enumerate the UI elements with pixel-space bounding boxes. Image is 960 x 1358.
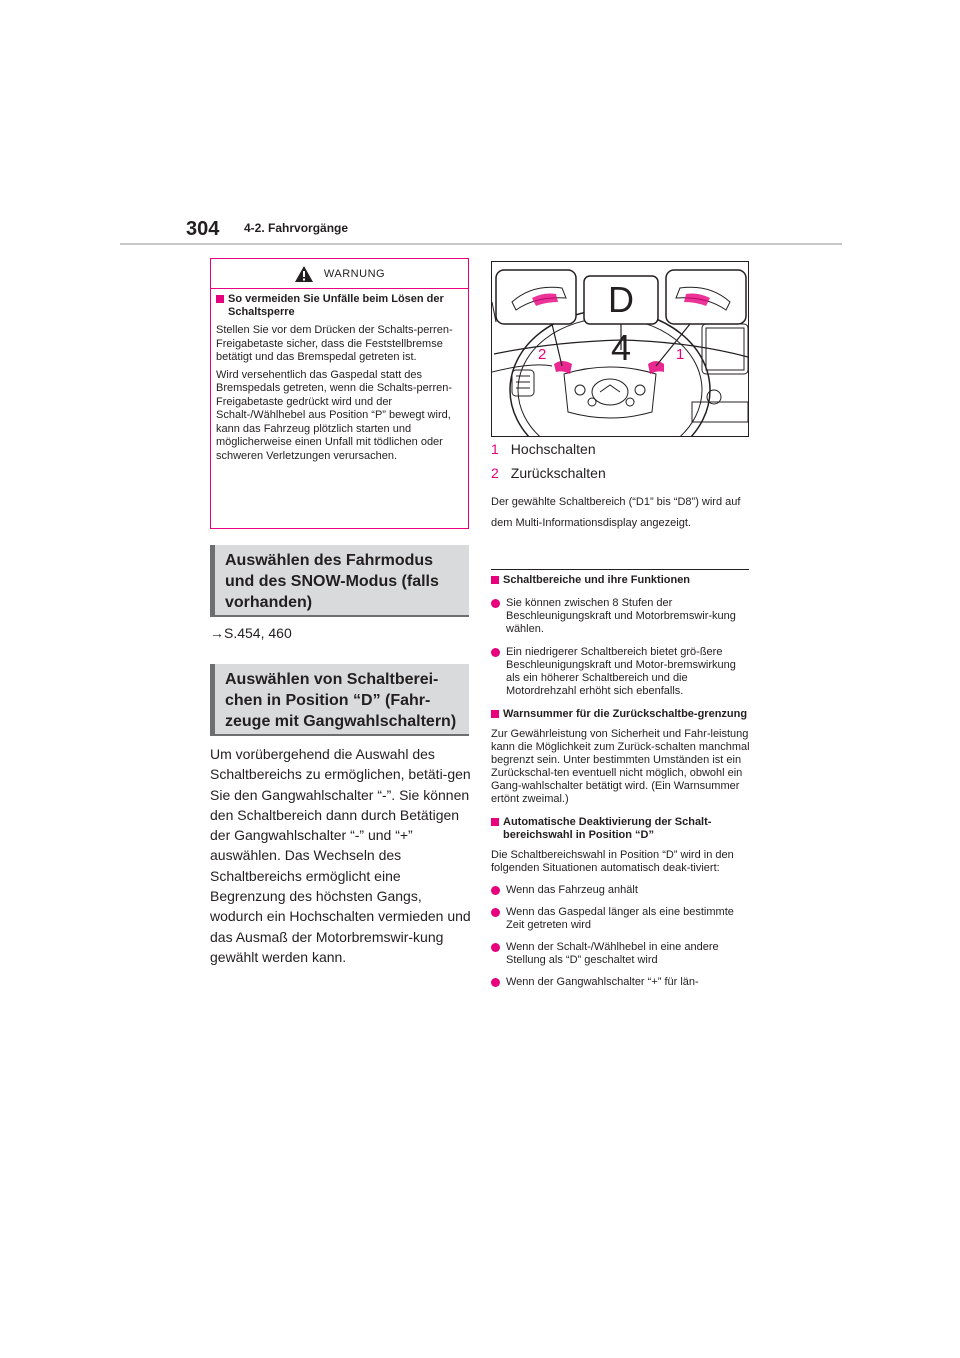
warning-title: WARNUNG xyxy=(323,267,386,280)
list-item-text: Wenn das Fahrzeug anhält xyxy=(506,884,638,896)
info-heading-text: Automatische Deaktivierung der Schalt-bereichswahl in Position “D” xyxy=(503,816,712,841)
list-item xyxy=(491,646,751,698)
square-bullet-icon xyxy=(216,295,224,303)
list-item xyxy=(491,941,751,967)
list-item xyxy=(491,976,751,989)
header-rule xyxy=(120,243,842,245)
square-bullet-icon xyxy=(491,818,499,826)
callout-number: 1 xyxy=(491,441,499,457)
steering-wheel-figure xyxy=(491,261,749,437)
warning-triangle-icon xyxy=(294,265,314,283)
info-heading-warnsummer xyxy=(491,708,751,721)
section-reference: 4-2. Fahrvorgänge xyxy=(244,221,349,235)
list-item xyxy=(491,597,751,636)
warning-header xyxy=(211,259,468,289)
bullet-dot-icon xyxy=(491,908,500,917)
callout-number: 2 xyxy=(491,465,499,481)
warning-heading-text: So vermeiden Sie Unfälle beim Lösen der Schaltsperre xyxy=(228,293,444,318)
info-paragraph: Die Schaltbereichswahl in Position “D” wird in den folgenden Situationen automatisch deak-tiviert: xyxy=(491,849,734,874)
section-heading-fahrmodus: Auswählen des Fahrmodus und des SNOW-Modus (falls vorhanden) xyxy=(210,545,469,617)
schaltbereich-body-text: Um vorübergehend die Auswahl des Schaltbereichs zu ermöglichen, betäti-gen Sie den Gangwahlschalter “-”. Sie können den Schaltbereich dann durch Betätigen der Gangwahlschalter “-” und “+” auswählen. Das Wechseln des Schaltbereichs ermöglicht eine Begrenzung des höchsten Gangs, wodurch ein Hochschalten vermieden und das Ausmaß der Motorbremswir-kung gewählt werden kann. xyxy=(210,746,471,965)
info-heading-auto xyxy=(491,816,751,842)
list-item xyxy=(491,884,751,897)
info-heading-funktionen xyxy=(491,574,751,587)
info-paragraph: Zur Gewährleistung von Sicherheit und Fahr-leistung kann die Möglichkeit zum Zurück-schalten manchmal begrenzt sein. Unter bestimmten Umständen ist ein Zurückschal-ten eventuell nicht möglich, obwohl ein Gang-wahlschalter betätigt wird. (Ein Warnsummer ertönt zweimal.) xyxy=(491,728,750,805)
square-bullet-icon xyxy=(491,576,499,584)
bullet-dot-icon xyxy=(491,943,500,952)
info-heading-text: Warnsummer für die Zurückschaltbe-grenzung xyxy=(503,708,748,720)
figure-marker-1: 1 xyxy=(676,346,685,363)
list-item-text: Wenn der Schalt-/Wählhebel in eine andere Stellung als “D” geschaltet wird xyxy=(506,941,719,966)
callout-label: Hochschalten xyxy=(510,441,596,457)
gear-display-text: D 4 xyxy=(608,279,636,368)
figure-marker-2: 2 xyxy=(538,346,547,363)
warning-box xyxy=(210,258,469,529)
section-heading-schaltbereich: Auswählen von Schaltberei-chen in Position “D” (Fahr-zeuge mit Gangwahlschaltern) xyxy=(210,664,469,736)
bullet-dot-icon xyxy=(491,886,500,895)
info-heading-text: Schaltbereiche und ihre Funktionen xyxy=(503,574,691,586)
list-item xyxy=(491,906,751,932)
callout-item xyxy=(491,441,596,457)
bullet-dot-icon xyxy=(491,648,500,657)
callout-label: Zurückschalten xyxy=(510,465,606,481)
info-column xyxy=(491,574,751,989)
warning-heading xyxy=(216,293,460,319)
bullet-dot-icon xyxy=(491,599,500,608)
callout-item xyxy=(491,465,606,481)
list-item-text: Sie können zwischen 8 Stufen der Beschleunigungskraft und Motorbremswir-kung wählen. xyxy=(506,597,736,635)
square-bullet-icon xyxy=(491,710,499,718)
page-number: 304 xyxy=(186,218,220,240)
figure-note: Der gewählte Schaltbereich (“D1” bis “D8”) wird auf dem Multi-Informationsdisplay angezeigt. xyxy=(491,496,741,529)
list-item-text: Wenn das Gaspedal länger als eine bestimmte Zeit getreten wird xyxy=(506,906,734,931)
warning-paragraph: Stellen Sie vor dem Drücken der Schalts-perren-Freigabetaste sicher, dass die Feststellbremse betätigt und das Bremspedal getreten ist. xyxy=(216,324,453,363)
section-rule xyxy=(491,569,749,570)
warning-paragraph: Wird versehentlich das Gaspedal statt des Bremspedals getreten, wenn die Schalts-perren-Freigabetaste gedrückt wird und der Schalt-/Wählhebel aus Position “P” bewegt wird, kann das Fahrzeug plötzlich starten und möglicherweise einen Unfall mit tödlichen oder schweren Verletzungen verursachen. xyxy=(216,368,453,462)
list-item-text: Ein niedrigerer Schaltbereich bietet grö-ßere Beschleunigungskraft und Motor-bremswirkung als ein höherer Schaltbereich und die Motordrehzahl erhöht sich ebenfalls. xyxy=(506,646,736,697)
warning-body xyxy=(211,289,468,463)
list-item-text: Wenn der Gangwahlschalter “+” für län- xyxy=(506,976,699,988)
bullet-dot-icon xyxy=(491,978,500,987)
page-cross-reference[interactable]: →S.454, 460 xyxy=(210,625,292,641)
